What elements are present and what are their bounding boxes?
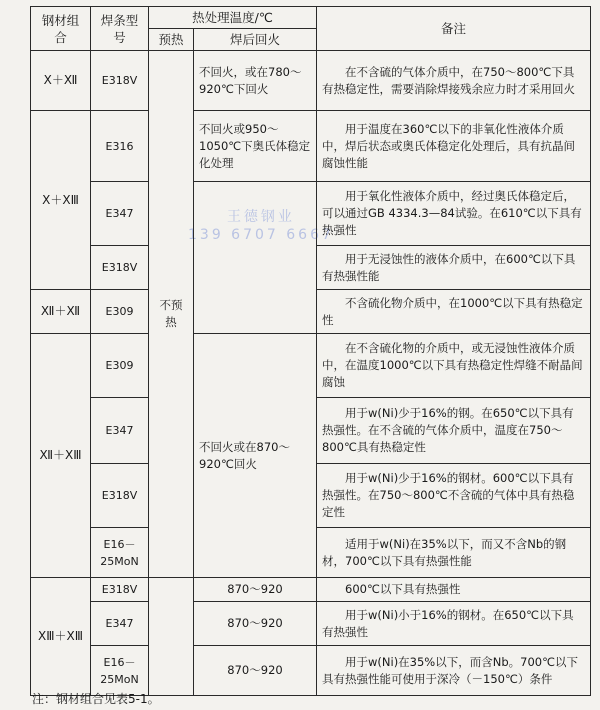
cell-note: 不含硫化物介质中，在1000℃以下具有热稳定性 <box>317 290 591 334</box>
cell-note: 用于氧化性液体介质中，经过奥氏体稳定后，可以通过GB 4334.3—84试验。在610℃以下具有热强性 <box>317 182 591 246</box>
cell-post: 870～920 <box>194 602 317 646</box>
cell-rod: E347 <box>91 398 149 464</box>
cell-note: 用于w(Ni)少于16%的钢。在650℃以下具有热强性。在不含硫的气体介质中，温度在750～800℃具有热稳定性 <box>317 398 591 464</box>
cell-note: 用于w(Ni)少于16%的钢材。600℃以下具有热强性。在750～800℃不含硫的气体中具有热稳定性 <box>317 464 591 528</box>
table-row <box>31 111 591 182</box>
header-heat-treatment: 热处理温度/℃ <box>149 7 317 29</box>
header-post-weld: 焊后回火 <box>194 29 317 51</box>
cell-rod: E16－25MoN <box>91 646 149 696</box>
cell-post: 不回火或950～1050℃下奥氏体稳定化处理 <box>194 111 317 182</box>
cell-rod: E318V <box>91 578 149 602</box>
cell-combo: Ⅻ＋Ⅻ <box>31 290 91 334</box>
header-combo: 钢材组合 <box>31 7 91 51</box>
cell-post-empty <box>194 182 317 334</box>
cell-preheat-empty <box>149 578 194 696</box>
welding-rod-table <box>30 6 591 696</box>
cell-rod: E318V <box>91 246 149 290</box>
header-rod: 焊条型号 <box>91 7 149 51</box>
cell-rod: E309 <box>91 334 149 398</box>
cell-note: 用于w(Ni)在35%以下，而含Nb。700℃以下具有热强性能可使用于深冷（－150℃）条件 <box>317 646 591 696</box>
cell-post: 不回火或在870～920℃回火 <box>194 334 317 578</box>
cell-rod: E16－25MoN <box>91 528 149 578</box>
cell-post: 870～920 <box>194 646 317 696</box>
cell-note: 在不含硫的气体介质中，在750～800℃下具有热稳定性，需要消除焊接残余应力时才采用回火 <box>317 51 591 111</box>
watermark-name: 王德钢业 <box>226 209 295 225</box>
cell-post: 不回火，或在780～920℃下回火 <box>194 51 317 111</box>
cell-combo: ⅩⅢ＋ⅩⅢ <box>31 578 91 696</box>
cell-rod: E347 <box>91 182 149 246</box>
table-row <box>31 182 591 246</box>
cell-rod: E309 <box>91 290 149 334</box>
cell-note: 用于无浸蚀性的液体介质中，在600℃以下具有热强性能 <box>317 246 591 290</box>
cell-note: 用于w(Ni)小于16%的钢材。在650℃以下具有热强性 <box>317 602 591 646</box>
cell-preheat: 不预热 <box>149 51 194 578</box>
cell-post: 870～920 <box>194 578 317 602</box>
cell-combo: Ⅻ＋ⅩⅢ <box>31 334 91 578</box>
table-row <box>31 51 591 111</box>
cell-rod: E347 <box>91 602 149 646</box>
cell-note: 适用于w(Ni)在35%以下，而又不含Nb的钢材，700℃以下具有热强性能 <box>317 528 591 578</box>
table-row <box>31 646 591 696</box>
cell-rod: E318V <box>91 464 149 528</box>
header-remarks: 备注 <box>317 7 591 51</box>
cell-combo: Ⅹ＋ⅩⅢ <box>31 111 91 290</box>
watermark-phone: 139 6707 6667 <box>188 227 334 243</box>
cell-rod: E316 <box>91 111 149 182</box>
table-header-row <box>31 7 591 29</box>
cell-note: 在不含硫化物的介质中，或无浸蚀性液体介质中，在温度1000℃以下具有热稳定性焊缝不耐晶间腐蚀 <box>317 334 591 398</box>
table-row <box>31 602 591 646</box>
cell-note: 用于温度在360℃以下的非氧化性液体介质中，焊后状态或奥氏体稳定化处理后，具有抗晶间腐蚀性能 <box>317 111 591 182</box>
cell-note: 600℃以下具有热强性 <box>317 578 591 602</box>
header-preheat: 预热 <box>149 29 194 51</box>
table-row <box>31 578 591 602</box>
footnote: 注：钢材组合见表5-1。 <box>32 692 160 706</box>
cell-rod: E318V <box>91 51 149 111</box>
cell-combo: Ⅹ＋Ⅻ <box>31 51 91 111</box>
table-row <box>31 334 591 398</box>
